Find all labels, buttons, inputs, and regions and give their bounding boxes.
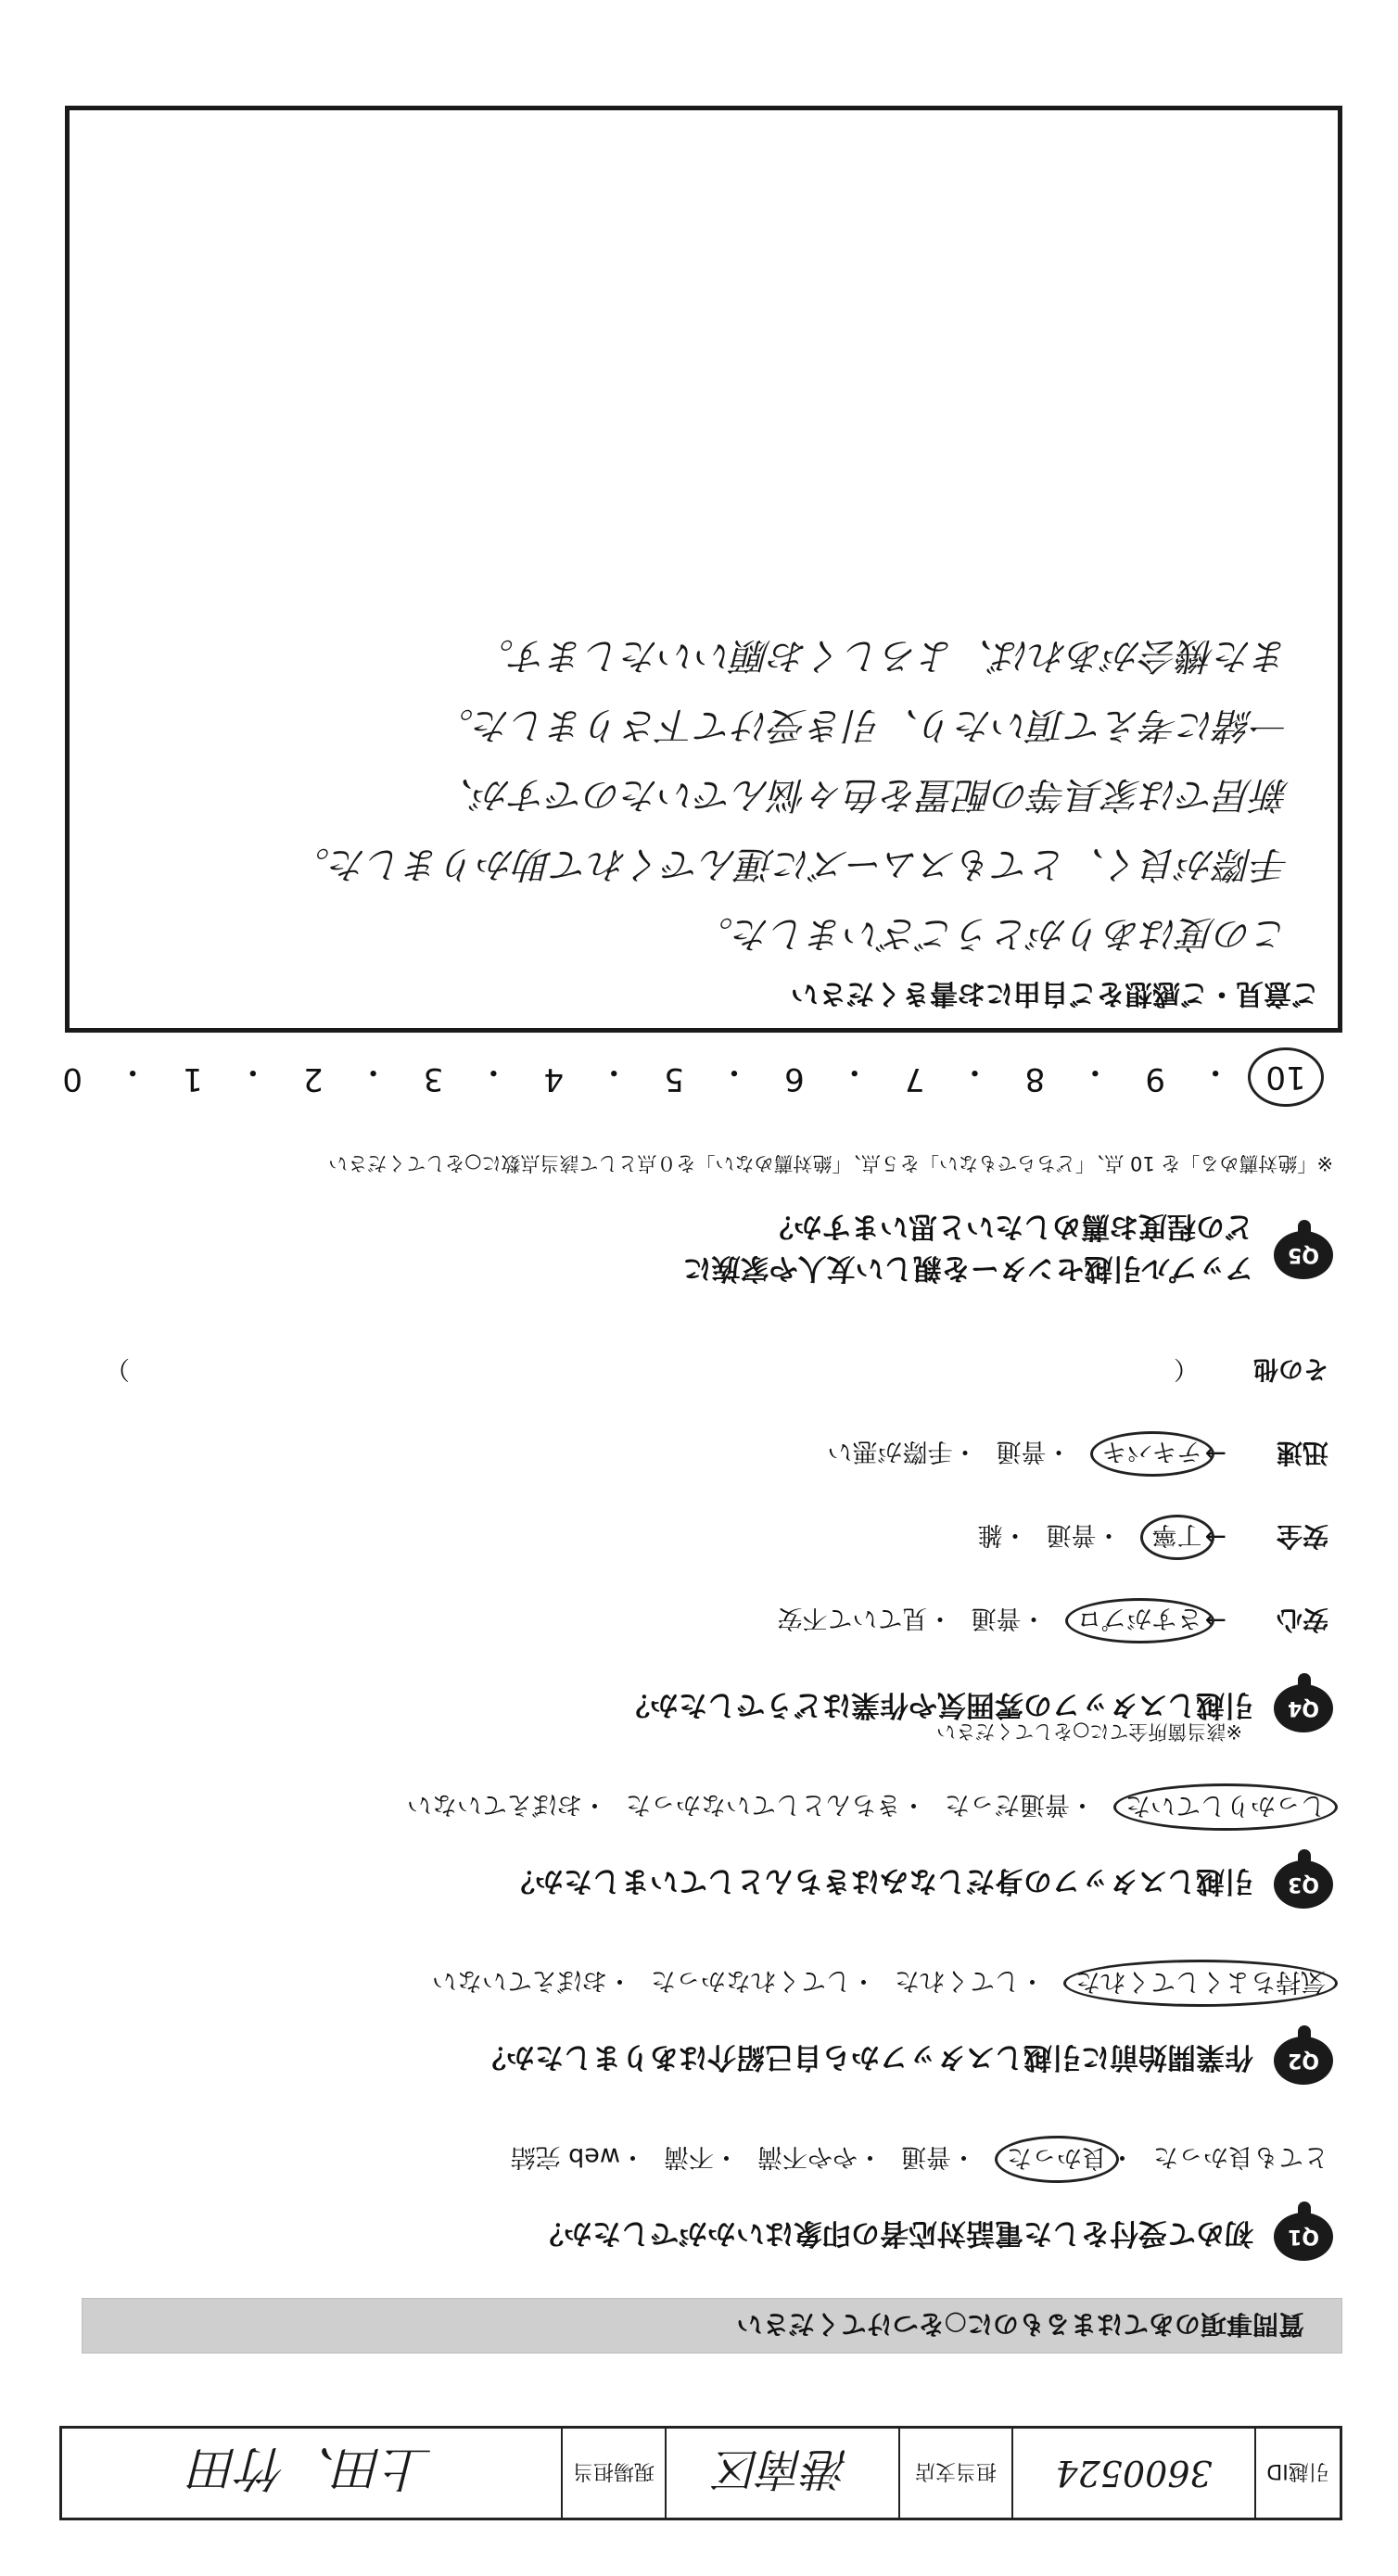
id-label: 引越ID xyxy=(1254,2429,1340,2518)
question-5 xyxy=(683,1209,1333,1292)
q4-option-selected[interactable]: さすがプロ xyxy=(1065,1599,1214,1644)
q4-other-open: （ xyxy=(1174,1354,1199,1383)
q5-score[interactable]: 9 xyxy=(1145,1060,1166,1098)
q1-option[interactable]: とても良かった xyxy=(1153,2142,1328,2171)
q2-badge: Q2 xyxy=(1274,2037,1333,2085)
q5-badge: Q5 xyxy=(1274,1231,1333,1279)
id-value: 3600524 xyxy=(1011,2429,1254,2518)
q4-other-label: その他 xyxy=(1253,1354,1328,1383)
q5-score[interactable]: 8 xyxy=(1024,1060,1046,1098)
q4-other-close: ） xyxy=(105,1354,130,1383)
q1-text: 初めて受付をした電話対応者の印象はいかがでしたか？ xyxy=(535,2216,1253,2251)
q3-option[interactable]: おぼえていない xyxy=(407,1790,582,1819)
q1-options: とても良かった ・ 良かった ・ 普通 ・ やや不満 ・ 不満 ・ web 完結 xyxy=(511,2141,1328,2177)
comment-line: 一緒に考えて頂いたり、引き受けて下さりました。 xyxy=(437,704,1290,746)
q4-note: ※該当箇所全てに○をしてください xyxy=(936,1720,1242,1743)
q4-row-label: 安心 xyxy=(1276,1605,1328,1635)
arrow-icon: → xyxy=(1204,1522,1226,1554)
arrow-icon: → xyxy=(1204,1605,1226,1637)
q2-option-selected[interactable]: 気持ちよくしてくれた xyxy=(1063,1960,1338,2007)
header-table xyxy=(59,2426,1342,2520)
q1-option[interactable]: web 完結 xyxy=(510,2142,620,2171)
q5-score-selected[interactable]: 10 xyxy=(1248,1047,1324,1107)
comment-line: 新居では家具等の配置を色々悩んでいたのですが、 xyxy=(437,773,1290,816)
q5-text-line1: アップル引越センターを親しい友人や家族に xyxy=(682,1251,1253,1285)
question-2 xyxy=(477,2037,1333,2085)
q5-score[interactable]: 6 xyxy=(784,1060,805,1098)
q3-option-selected[interactable]: しっかりしていた xyxy=(1113,1783,1338,1831)
staff-label: 現場担当 xyxy=(561,2429,665,2518)
q4-option[interactable]: 普通 xyxy=(1046,1520,1097,1550)
instruction-bar: 質問事項のあてはまるものに○をつけてください xyxy=(82,2298,1342,2354)
q1-option[interactable]: 不満 xyxy=(664,2142,714,2171)
q5-score[interactable]: 7 xyxy=(904,1060,925,1098)
q4-row-3: 迅速 → テキパキ ・ 普通 ・ 手際が悪い xyxy=(828,1436,1328,1473)
q4-other-field[interactable] xyxy=(130,1353,1174,1390)
arrow-icon: → xyxy=(1204,1439,1226,1470)
q1-option[interactable]: 普通 xyxy=(901,2142,951,2171)
q5-note: ※「絶対薦める」を 10 点、「どちらでもない」を５点、「絶対薦めない」を０点として該当点数に○をしてください xyxy=(328,1152,1333,1174)
q5-score[interactable]: 5 xyxy=(664,1060,684,1098)
q3-text: 引越しスタッフの身だしなみはきちんとしていましたか？ xyxy=(506,1864,1253,1898)
q4-text: 引越しスタッフの雰囲気や作業はどうでしたか？ xyxy=(621,1688,1253,1722)
q4-option[interactable]: 手際が悪い xyxy=(827,1437,953,1466)
q5-score[interactable]: 4 xyxy=(543,1060,565,1098)
q4-option[interactable]: 見ていて不安 xyxy=(777,1604,928,1633)
branch-value: 港南区 xyxy=(665,2429,898,2518)
q1-option[interactable]: やや不満 xyxy=(757,2142,858,2171)
q2-text: 作業開始前に引越しスタッフから自己紹介はありましたか？ xyxy=(477,2040,1253,2075)
question-1 xyxy=(535,2213,1333,2261)
q1-option-selected[interactable]: 良かった xyxy=(995,2136,1119,2183)
q3-options: しっかりしていた ・ 普通だった ・ きちんとしていなかった ・ おぼえていない xyxy=(407,1789,1328,1825)
q3-badge: Q3 xyxy=(1274,1860,1333,1909)
q4-option[interactable]: 普通 xyxy=(996,1437,1047,1466)
q4-option-selected[interactable]: 丁寧 xyxy=(1140,1516,1214,1561)
q5-scale: 10 ・ 9 ・ 8 ・ 7 ・ 6 ・ 5 ・ 4 ・ 3 ・ 2 ・ 1 ・ 0 xyxy=(44,1047,1324,1098)
comment-line: また機会があれば、よろしくお願いいたします。 xyxy=(477,634,1290,677)
q4-badge: Q4 xyxy=(1274,1684,1333,1732)
staff-value: 上田、竹田 xyxy=(191,2440,433,2496)
q3-option[interactable]: きちんとしていなかった xyxy=(626,1790,901,1819)
q5-score[interactable]: 2 xyxy=(302,1060,324,1098)
q2-option[interactable]: してくれた xyxy=(895,1966,1020,1995)
q4-row-2: 安全 → 丁寧 ・ 普通 ・ 雑 xyxy=(978,1519,1328,1556)
q2-options: 気持ちよくしてくれた ・ してくれた ・ してくれなかった ・ おぼえていない xyxy=(432,1965,1328,2001)
q2-option[interactable]: おぼえていない xyxy=(432,1966,607,1995)
q2-option[interactable]: してくれなかった xyxy=(651,1966,851,1995)
q3-option[interactable]: 普通だった xyxy=(945,1790,1070,1819)
q4-row-label: 安全 xyxy=(1276,1521,1328,1552)
branch-label: 担当支店 xyxy=(898,2429,1011,2518)
q5-score[interactable]: 1 xyxy=(183,1060,203,1098)
q4-option[interactable]: 雑 xyxy=(977,1520,1003,1550)
question-3 xyxy=(506,1860,1333,1909)
q4-other-row xyxy=(105,1353,1328,1390)
comment-title: ご意見・ご感想をご自由にお書きください xyxy=(791,977,1319,1009)
comment-box[interactable] xyxy=(65,106,1342,1033)
q5-score[interactable]: 3 xyxy=(423,1060,444,1098)
q5-text-line2: どの程度お薦めしたいと思いますか？ xyxy=(765,1210,1253,1243)
comment-line: この度はありがとうございました。 xyxy=(696,912,1290,955)
q1-badge: Q1 xyxy=(1274,2213,1333,2261)
q4-row-1: 安心 → さすがプロ ・ 普通 ・ 見ていて不安 xyxy=(778,1603,1328,1640)
q4-option-selected[interactable]: テキパキ xyxy=(1090,1432,1214,1478)
q5-score[interactable]: 0 xyxy=(62,1060,83,1098)
comment-line: 手際が良く、とてもスムーズに運んでくれて助かりました。 xyxy=(292,843,1290,885)
q4-option[interactable]: 普通 xyxy=(971,1604,1022,1633)
q4-row-label: 迅速 xyxy=(1276,1438,1328,1468)
